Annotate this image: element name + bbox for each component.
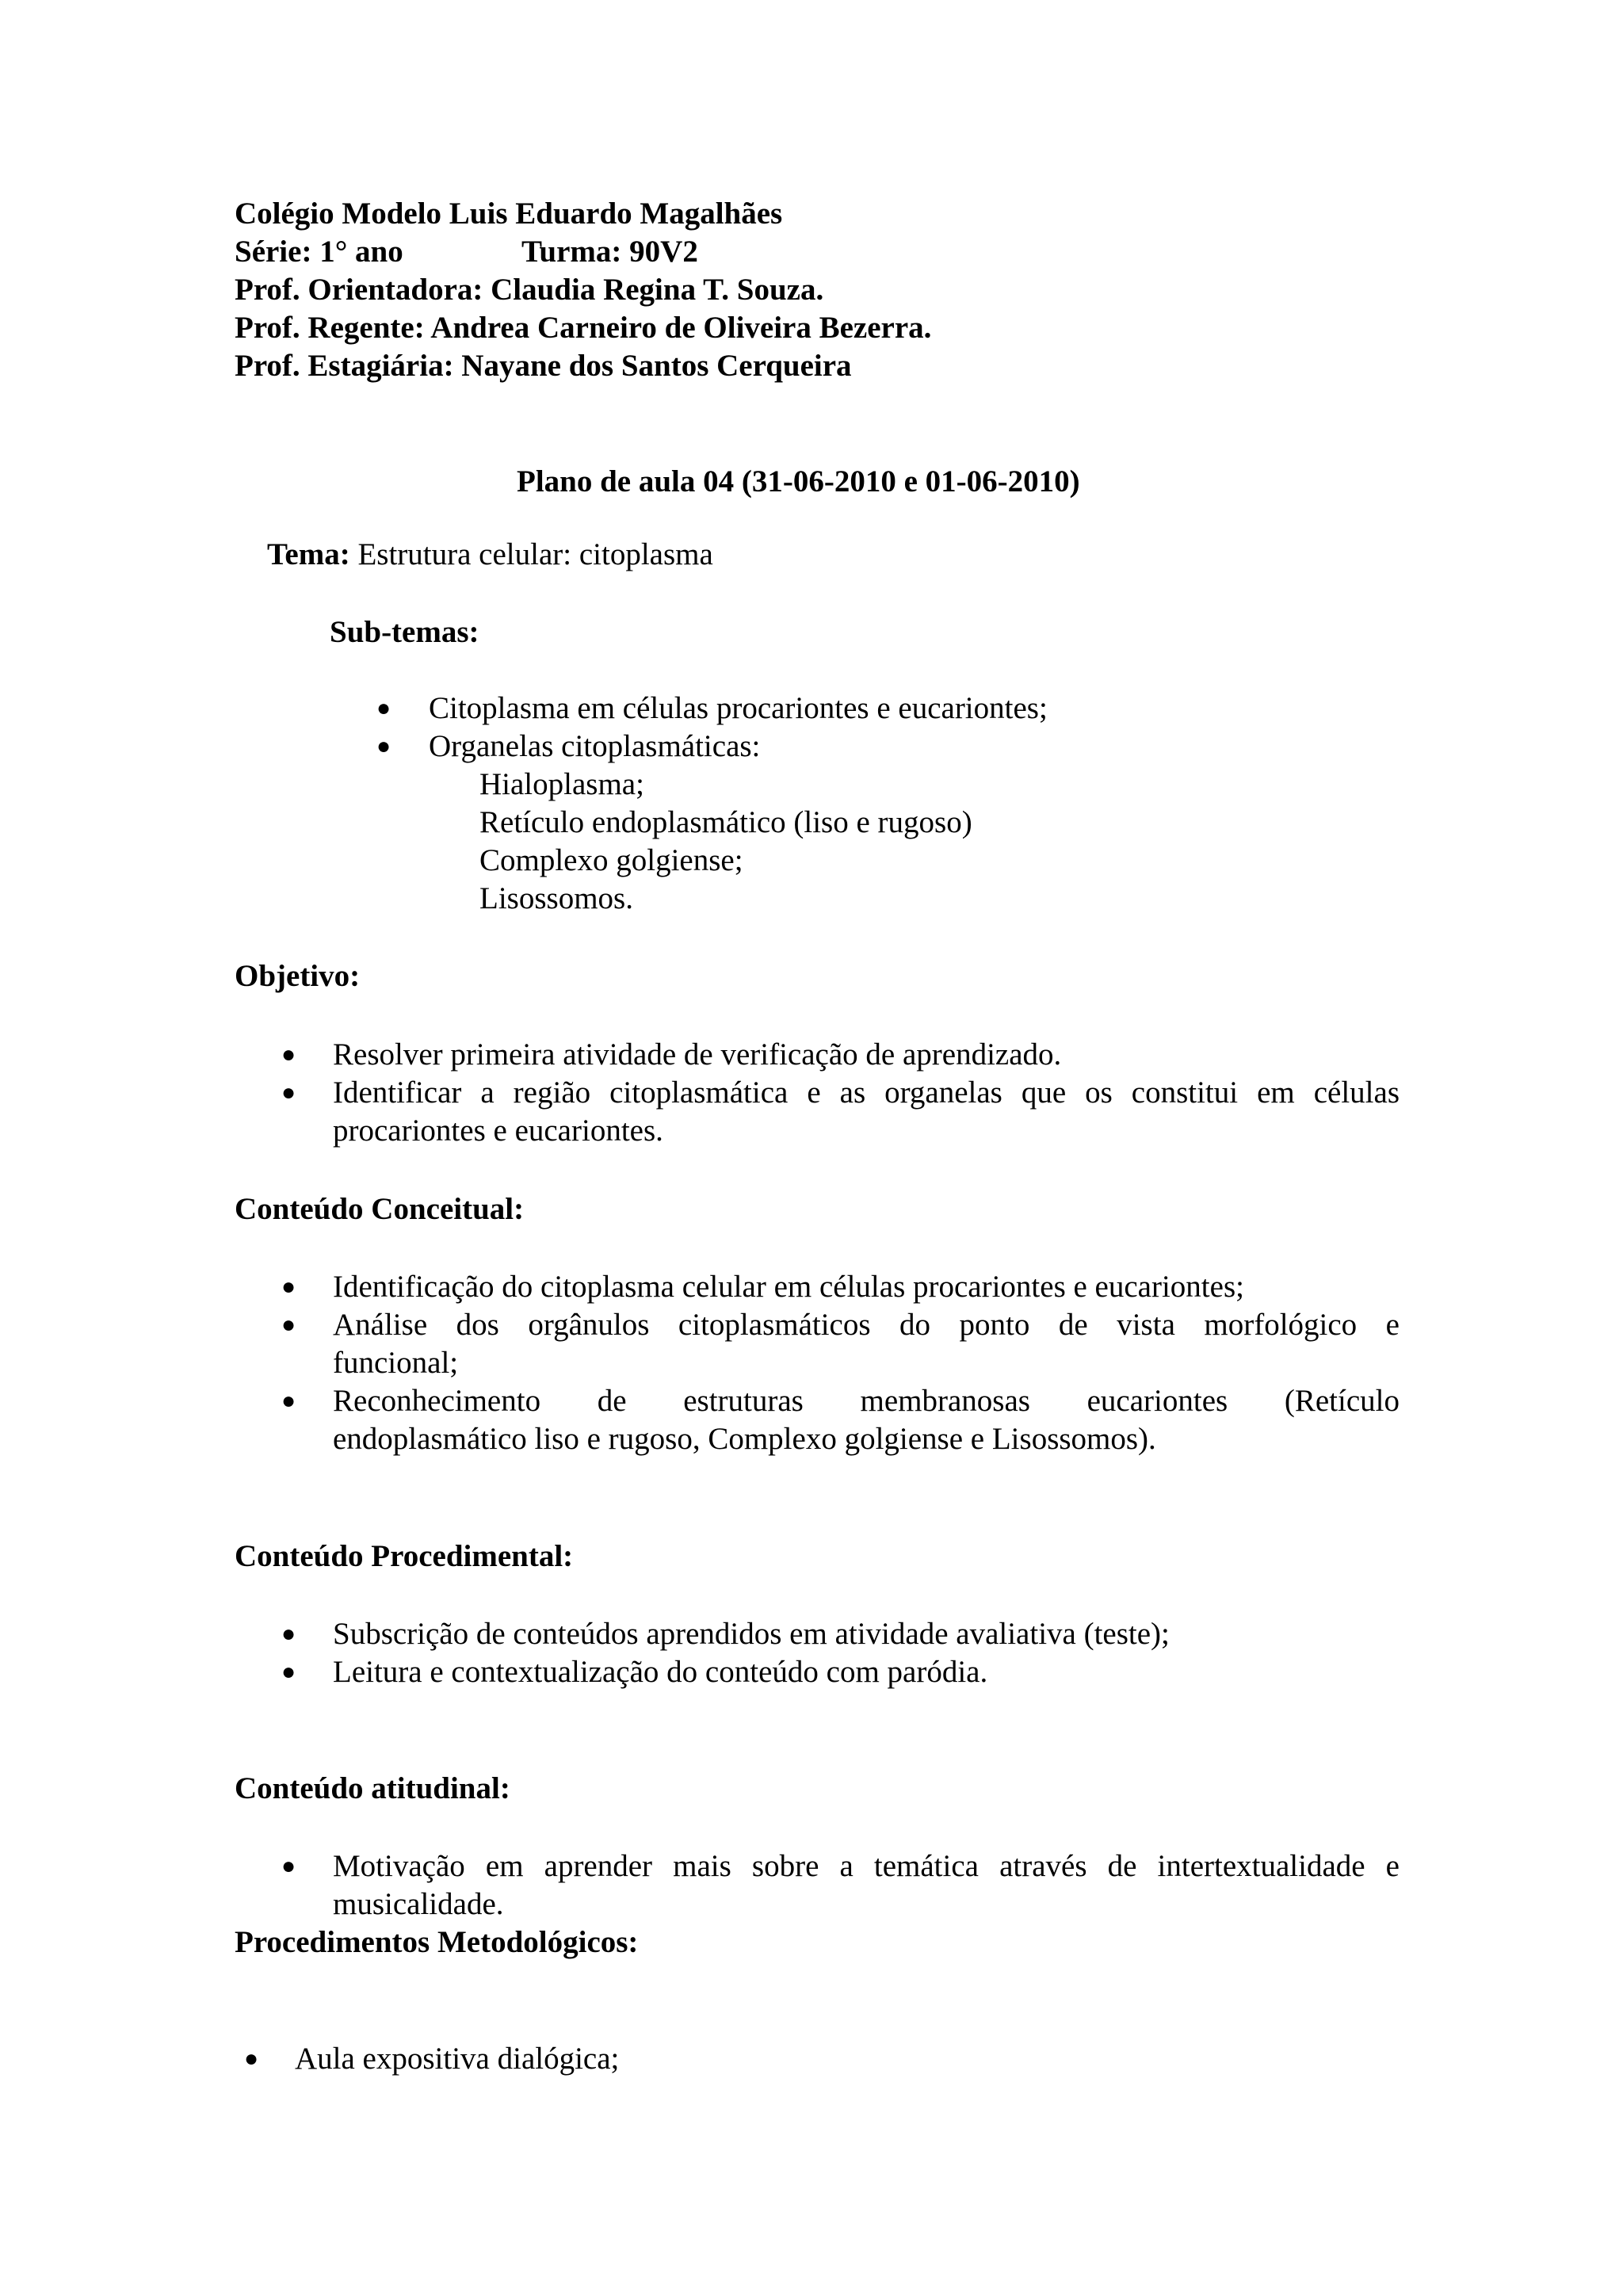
bullet-icon: ● [376,733,391,759]
atitudinal-item-continuation: musicalidade. [333,1887,504,1921]
atitudinal-heading: Conteúdo atitudinal: [235,1771,510,1805]
bullet-icon: ● [281,1853,296,1879]
objetivo-item: Identificar a região citoplasmática e as organelas que os constitui em células [333,1075,1400,1110]
conceitual-heading: Conteúdo Conceitual: [235,1192,525,1226]
bullet-icon: ● [376,695,391,721]
bullet-icon: ● [281,1041,296,1068]
turma-label: Turma: 90V2 [521,235,698,269]
objetivo-heading: Objetivo: [235,959,361,993]
bullet-icon: ● [281,1388,296,1414]
procedimental-heading: Conteúdo Procedimental: [235,1539,574,1573]
serie-label: Série: 1° ano [235,235,403,269]
bullet-icon: ● [281,1079,296,1106]
subtemas-heading: Sub-temas: [330,615,479,649]
metodologicos-heading: Procedimentos Metodológicos: [235,1925,639,1959]
tema-label: Tema: [267,537,350,571]
tema-value: Estrutura celular: citoplasma [349,537,713,571]
bullet-icon: ● [281,1659,296,1685]
objetivo-item-continuation: procariontes e eucariontes. [333,1114,663,1148]
orientadora-line: Prof. Orientadora: Claudia Regina T. Souza. [235,273,824,307]
bullet-icon: ● [281,1621,296,1647]
subtema-subitem: Complexo golgiense; [479,843,743,877]
metodologicos-item: Aula expositiva dialógica; [295,2042,620,2076]
objetivo-item: Resolver primeira atividade de verificação de aprendizado. [333,1037,1062,1072]
conceitual-item: Análise dos orgânulos citoplasmáticos do ponto de vista morfológico e [333,1308,1400,1342]
plan-title: Plano de aula 04 (31-06-2010 e 01-06-2010) [517,464,1080,499]
conceitual-item-continuation: funcional; [333,1346,459,1380]
conceitual-item: Reconhecimento de estruturas membranosas eucariontes (Retículo [333,1384,1400,1418]
estagiaria-line: Prof. Estagiária: Nayane dos Santos Cerqueira [235,349,852,383]
procedimental-item: Leitura e contextualização do conteúdo com paródia. [333,1655,988,1689]
conceitual-item: Identificação do citoplasma celular em células procariontes e eucariontes; [333,1270,1244,1304]
bullet-icon: ● [281,1274,296,1300]
school-name: Colégio Modelo Luis Eduardo Magalhães [235,197,783,231]
subtema-item: Citoplasma em células procariontes e eucariontes; [429,691,1048,725]
regente-line: Prof. Regente: Andrea Carneiro de Oliveira Bezerra. [235,311,932,345]
conceitual-item-continuation: endoplasmático liso e rugoso, Complexo golgiense e Lisossomos). [333,1422,1156,1456]
procedimental-item: Subscrição de conteúdos aprendidos em atividade avaliativa (teste); [333,1617,1170,1651]
subtema-item: Organelas citoplasmáticas: [429,729,761,763]
tema-line [267,536,713,574]
bullet-icon: ● [244,2046,259,2072]
bullet-icon: ● [281,1312,296,1338]
atitudinal-item: Motivação em aprender mais sobre a temática através de intertextualidade e [333,1849,1400,1883]
subtema-subitem: Retículo endoplasmático (liso e rugoso) [479,805,972,839]
subtema-subitem: Hialoplasma; [479,767,644,801]
subtema-subitem: Lisossomos. [479,881,633,915]
